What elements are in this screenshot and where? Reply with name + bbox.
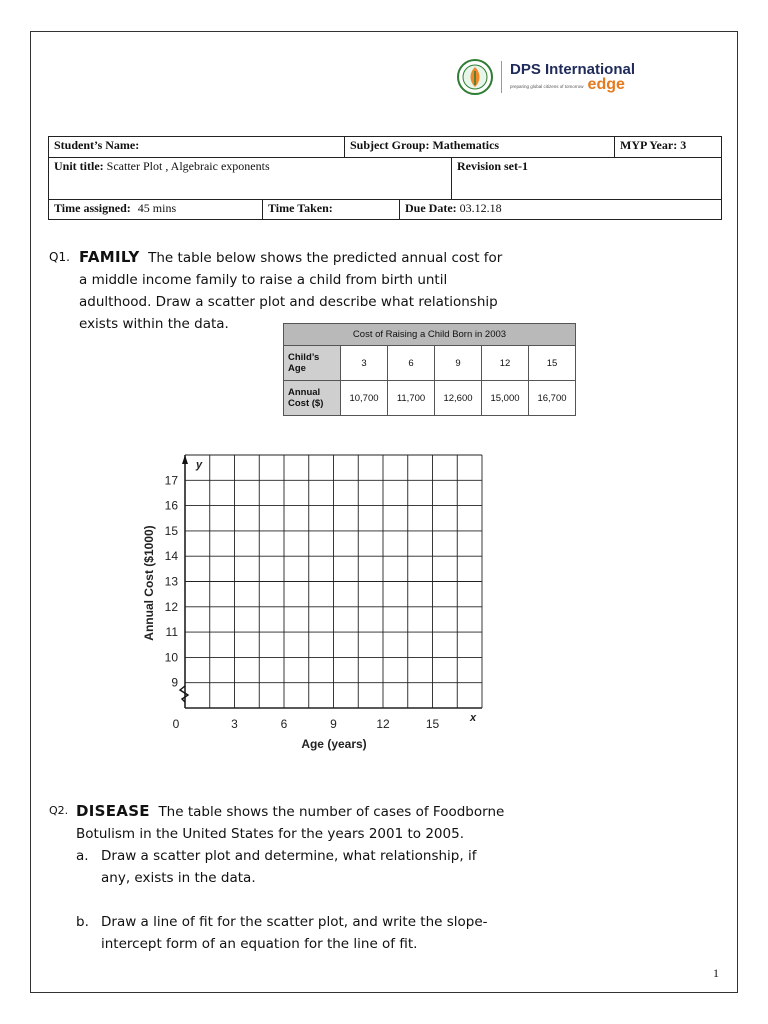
table-row [284, 381, 576, 416]
myp-year-cell [615, 137, 721, 157]
time-assigned-label: Time assigned: [54, 201, 131, 215]
x-tick-label: 9 [330, 717, 337, 731]
y-tick-label: 12 [164, 599, 178, 614]
myp-year-value: 3 [680, 138, 687, 152]
time-taken-label: Time Taken: [268, 201, 333, 215]
q1-line-4: exists within the data. [79, 316, 229, 332]
q2-b-line-1: Draw a line of fit for the scatter plot, and write the slope- [101, 914, 488, 930]
time-assigned-value: 45 mins [137, 201, 177, 215]
x-tick-label: 3 [231, 717, 238, 731]
header-row-1 [48, 136, 722, 158]
cost-table [283, 323, 576, 416]
row-header-cost-b: Cost ($) [288, 398, 324, 409]
x-tick-label: 12 [376, 717, 390, 731]
time-taken-cell [263, 200, 400, 219]
y-tick-label: 17 [164, 473, 178, 488]
row-header-age [284, 346, 341, 381]
q1-number: Q1. [49, 250, 70, 264]
y-tick-label: 10 [164, 650, 178, 665]
q1-topic: FAMILY [79, 248, 140, 266]
q2-a-line-2: any, exists in the data. [101, 870, 256, 886]
age-cell: 3 [341, 346, 388, 381]
cost-cell: 11,700 [388, 381, 435, 416]
school-logo [455, 52, 703, 102]
x-tick-label: 0 [172, 717, 180, 731]
unit-title-label: Unit title: [54, 159, 104, 173]
age-cell: 15 [529, 346, 576, 381]
student-name-label: Student’s Name: [54, 138, 140, 152]
y-tick-label: 14 [164, 549, 178, 564]
header-row-3 [48, 200, 722, 220]
y-axis-name: y [196, 459, 203, 471]
x-axis-label: Age (years) [301, 737, 367, 751]
q2-b-label: b. [76, 914, 89, 930]
row-header-age-a: Child’s [288, 352, 320, 363]
x-tick-label: 6 [280, 717, 288, 731]
revision-cell [452, 158, 721, 199]
y-tick-label: 9 [171, 675, 178, 690]
q2-b-line-2: intercept form of an equation for the line of fit. [101, 936, 418, 952]
y-tick-label: 16 [164, 498, 178, 513]
y-axis-label: Annual Cost ($1000) [142, 525, 156, 641]
row-header-cost-a: Annual [288, 387, 321, 398]
cost-table-title: Cost of Raising a Child Born in 2003 [284, 324, 576, 346]
q1-line-3: adulthood. Draw a scatter plot and describe what relationship [79, 294, 498, 310]
q2-line-1: The table shows the number of cases of Foodborne [158, 804, 505, 820]
q2-line-2: Botulism in the United States for the years 2001 to 2005. [76, 826, 464, 842]
revision-label: Revision set-1 [457, 159, 528, 173]
q2-number: Q2. [49, 804, 69, 817]
q1-line-2: a middle income family to raise a child from birth until [79, 272, 448, 288]
q2-a-label: a. [76, 848, 89, 864]
x-tick-label: 15 [425, 717, 440, 731]
table-row [284, 346, 576, 381]
due-date-value: 03.12.18 [459, 201, 502, 215]
brand-name: DPS International [510, 60, 636, 78]
age-cell: 9 [435, 346, 482, 381]
page-number: 1 [713, 966, 719, 980]
brand-edge: edge [587, 75, 625, 93]
y-tick-label: 15 [164, 523, 178, 538]
time-assigned-cell [49, 200, 263, 219]
q1-line-1: The table below shows the predicted annual cost for [148, 250, 503, 266]
dps-emblem-icon [455, 57, 495, 97]
unit-title-value: Scatter Plot , Algebraic exponents [106, 159, 270, 173]
y-tick-label: 11 [165, 625, 178, 640]
myp-year-label: MYP Year: [620, 138, 678, 152]
header-row-2 [48, 158, 722, 200]
brand-tagline: preparing global citizens of tomorrow [510, 84, 584, 89]
q2-topic: DISEASE [76, 802, 150, 820]
unit-title-cell [49, 158, 452, 199]
x-axis-name: x [470, 712, 477, 724]
question-2 [49, 800, 609, 955]
subject-group-value: Mathematics [432, 138, 500, 152]
student-name-cell [49, 137, 345, 157]
cost-cell: 16,700 [529, 381, 576, 416]
subject-group-label: Subject Group: [350, 138, 430, 152]
age-cell: 6 [388, 346, 435, 381]
subject-group-cell [345, 137, 615, 157]
row-header-cost [284, 381, 341, 416]
question-1 [49, 246, 589, 335]
cost-cell: 12,600 [435, 381, 482, 416]
q2-a-line-1: Draw a scatter plot and determine, what relationship, if [101, 848, 477, 864]
cost-cell: 15,000 [482, 381, 529, 416]
logo-divider [501, 61, 502, 93]
y-tick-label: 13 [164, 574, 178, 589]
due-date-label: Due Date: [405, 201, 457, 215]
age-cell: 12 [482, 346, 529, 381]
due-date-cell [400, 200, 721, 219]
cost-cell: 10,700 [341, 381, 388, 416]
row-header-age-b: Age [288, 363, 306, 374]
